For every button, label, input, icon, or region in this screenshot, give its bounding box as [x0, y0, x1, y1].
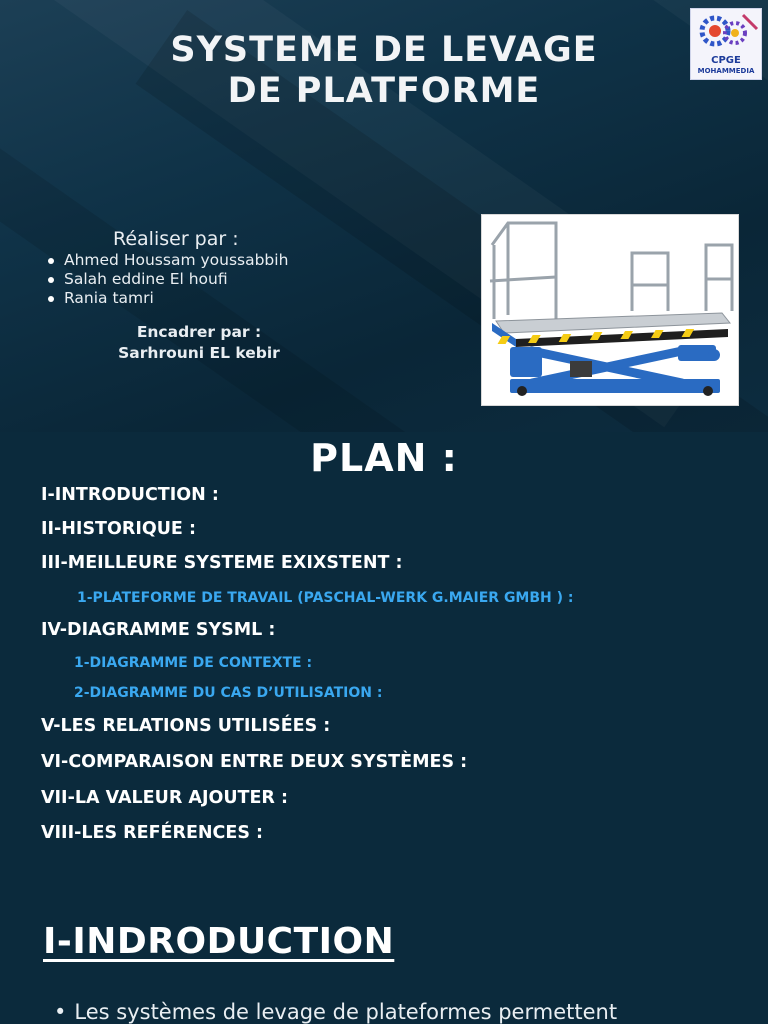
cover-section [0, 0, 768, 432]
plan-item-introduction: I-INTRODUCTION : [41, 485, 219, 505]
intro-heading: I-INDRODUCTION [43, 921, 395, 962]
intro-bullet-text: • Les systèmes de levage de plateformes permettent [54, 1000, 617, 1024]
encadrer-name: Sarhrouni EL kebir [118, 344, 280, 362]
plan-item-diagramme-sysml: IV-DIAGRAMME SYSML : [41, 620, 276, 640]
plan-subitem-plateforme: 1-PLATEFORME DE TRAVAIL (PASCHAL-WERK G.MAIER GMBH ) : [77, 590, 574, 606]
title-line-1: SYSTEME DE LEVAGE [170, 30, 598, 70]
plan-subitem-cas-utilisation: 2-DIAGRAMME DU CAS D’UTILISATION : [74, 685, 383, 701]
plan-subitem-contexte: 1-DIAGRAMME DE CONTEXTE : [74, 655, 313, 671]
author-item: Ahmed Houssam youssabbih [46, 251, 288, 270]
author-item: Rania tamri [46, 289, 288, 308]
logo-text: CPGE [711, 55, 741, 66]
cpge-logo [690, 8, 762, 80]
encadrer-block [94, 322, 304, 364]
plan-title: PLAN : [310, 436, 458, 480]
cover-title [84, 30, 684, 112]
logo-subtext: MOHAMMEDIA [697, 67, 755, 75]
encadrer-label: Encadrer par : [136, 323, 262, 341]
authors-list [46, 251, 288, 308]
title-line-2: DE PLATFORME [227, 71, 541, 111]
plan-item-meilleure-systeme: III-MEILLEURE SYSTEME EXIXSTENT : [41, 553, 403, 573]
plan-item-relations: V-LES RELATIONS UTILISÉES : [41, 716, 331, 736]
gear-icon [691, 9, 761, 57]
author-item: Salah eddine El houfi [46, 270, 288, 289]
plan-item-comparaison: VI-COMPARAISON ENTRE DEUX SYSTÈMES : [41, 752, 468, 772]
plan-item-valeur-ajouter: VII-LA VALEUR AJOUTER : [41, 788, 288, 808]
plan-item-references: VIII-LES REFÉRENCES : [41, 823, 264, 843]
lift-platform-image [481, 214, 739, 406]
plan-item-historique: II-HISTORIQUE : [41, 519, 196, 539]
realiser-label: Réaliser par : [113, 228, 239, 250]
